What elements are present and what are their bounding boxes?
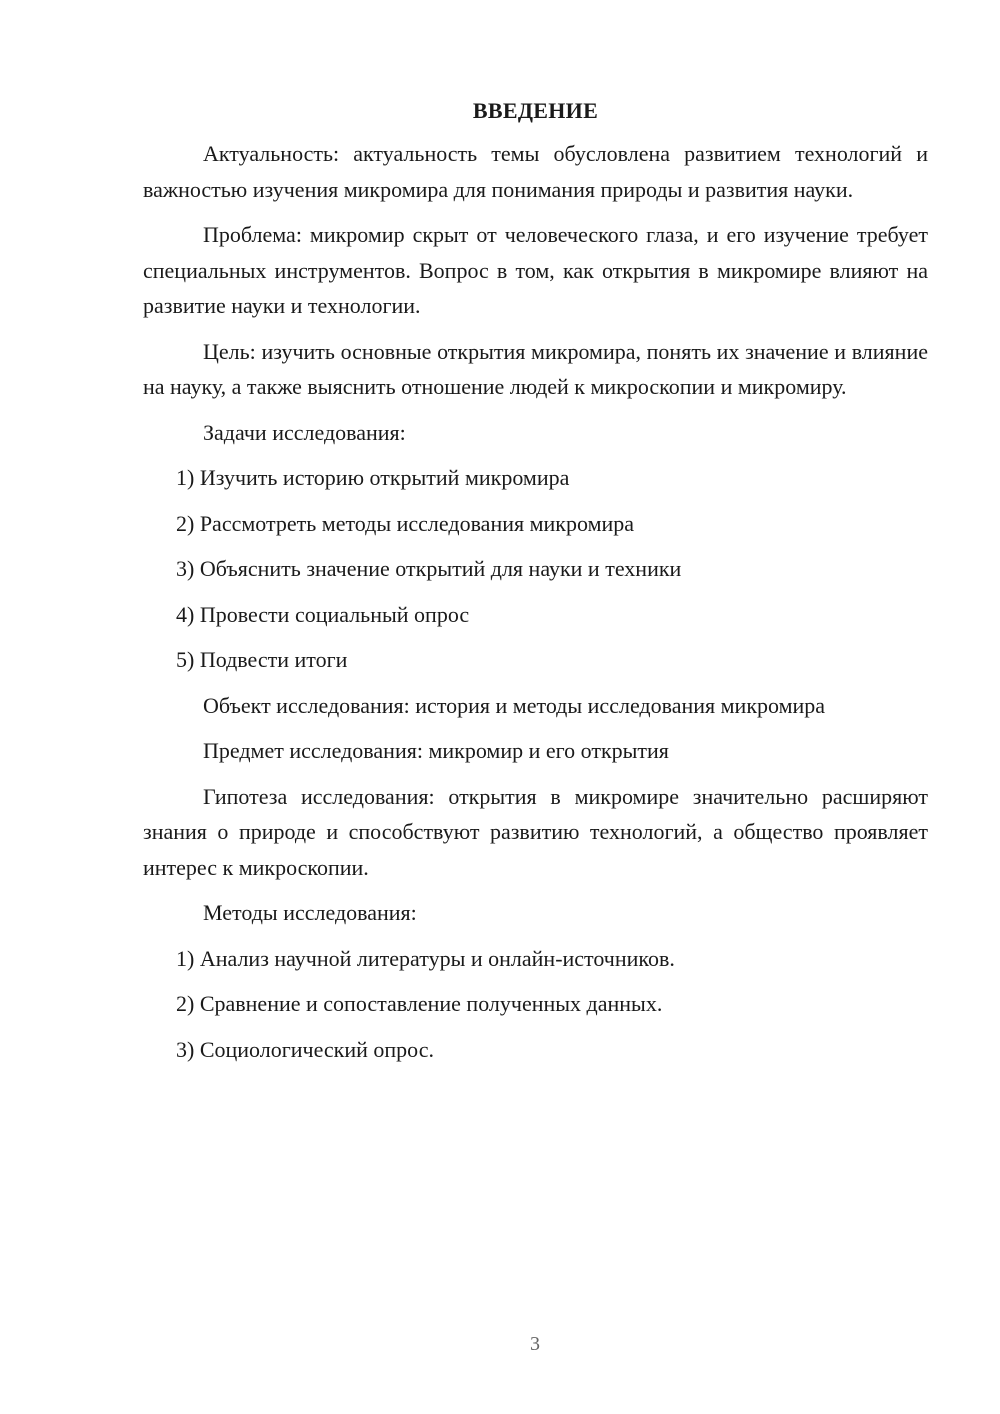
method-item: 1) Анализ научной литературы и онлайн-источников. <box>176 945 675 971</box>
tasks-label: Задачи исследования: <box>203 419 406 445</box>
task-item: 2) Рассмотреть методы исследования микромира <box>176 510 635 536</box>
research-object: Объект исследования: история и методы исследования микромира <box>203 692 826 718</box>
method-item: 3) Социологический опрос. <box>176 1036 434 1062</box>
task-item: 4) Провести социальный опрос <box>176 601 470 627</box>
methods-list <box>143 941 928 1068</box>
problem-paragraph: Проблема: микромир скрыт от человеческого глаза, и его изучение требует специальных инструментов. Вопрос в том, как открытия в микромире влияют на развитие науки и технологии. <box>143 222 928 318</box>
methods-label: Методы исследования: <box>203 900 417 925</box>
relevance-paragraph: Актуальность: актуальность темы обусловлена развитием технологий и важностью изучения микромира для понимания природы и развития науки. <box>143 141 928 202</box>
page-content <box>143 94 928 1077</box>
goal-paragraph: Цель: изучить основные открытия микромира, понять их значение и влияние на науку, а также выяснить отношение людей к микроскопии и микромиру. <box>143 338 928 399</box>
task-item: 5) Подвести итоги <box>176 647 348 672</box>
research-subject: Предмет исследования: микромир и его открытия <box>203 738 669 763</box>
task-item: 3) Объяснить значение открытий для науки и техники <box>176 556 682 581</box>
page-number: 3 <box>530 1333 540 1355</box>
task-item: 1) Изучить историю открытий микромира <box>176 465 570 490</box>
tasks-list <box>143 460 928 678</box>
section-heading: ВВЕДЕНИЕ <box>472 98 599 123</box>
hypothesis-paragraph: Гипотеза исследования: открытия в микромире значительно расширяют знания о природе и способствуют развитию технологий, а общество проявляет интерес к микроскопии. <box>143 783 928 880</box>
method-item: 2) Сравнение и сопоставление полученных данных. <box>176 991 663 1016</box>
